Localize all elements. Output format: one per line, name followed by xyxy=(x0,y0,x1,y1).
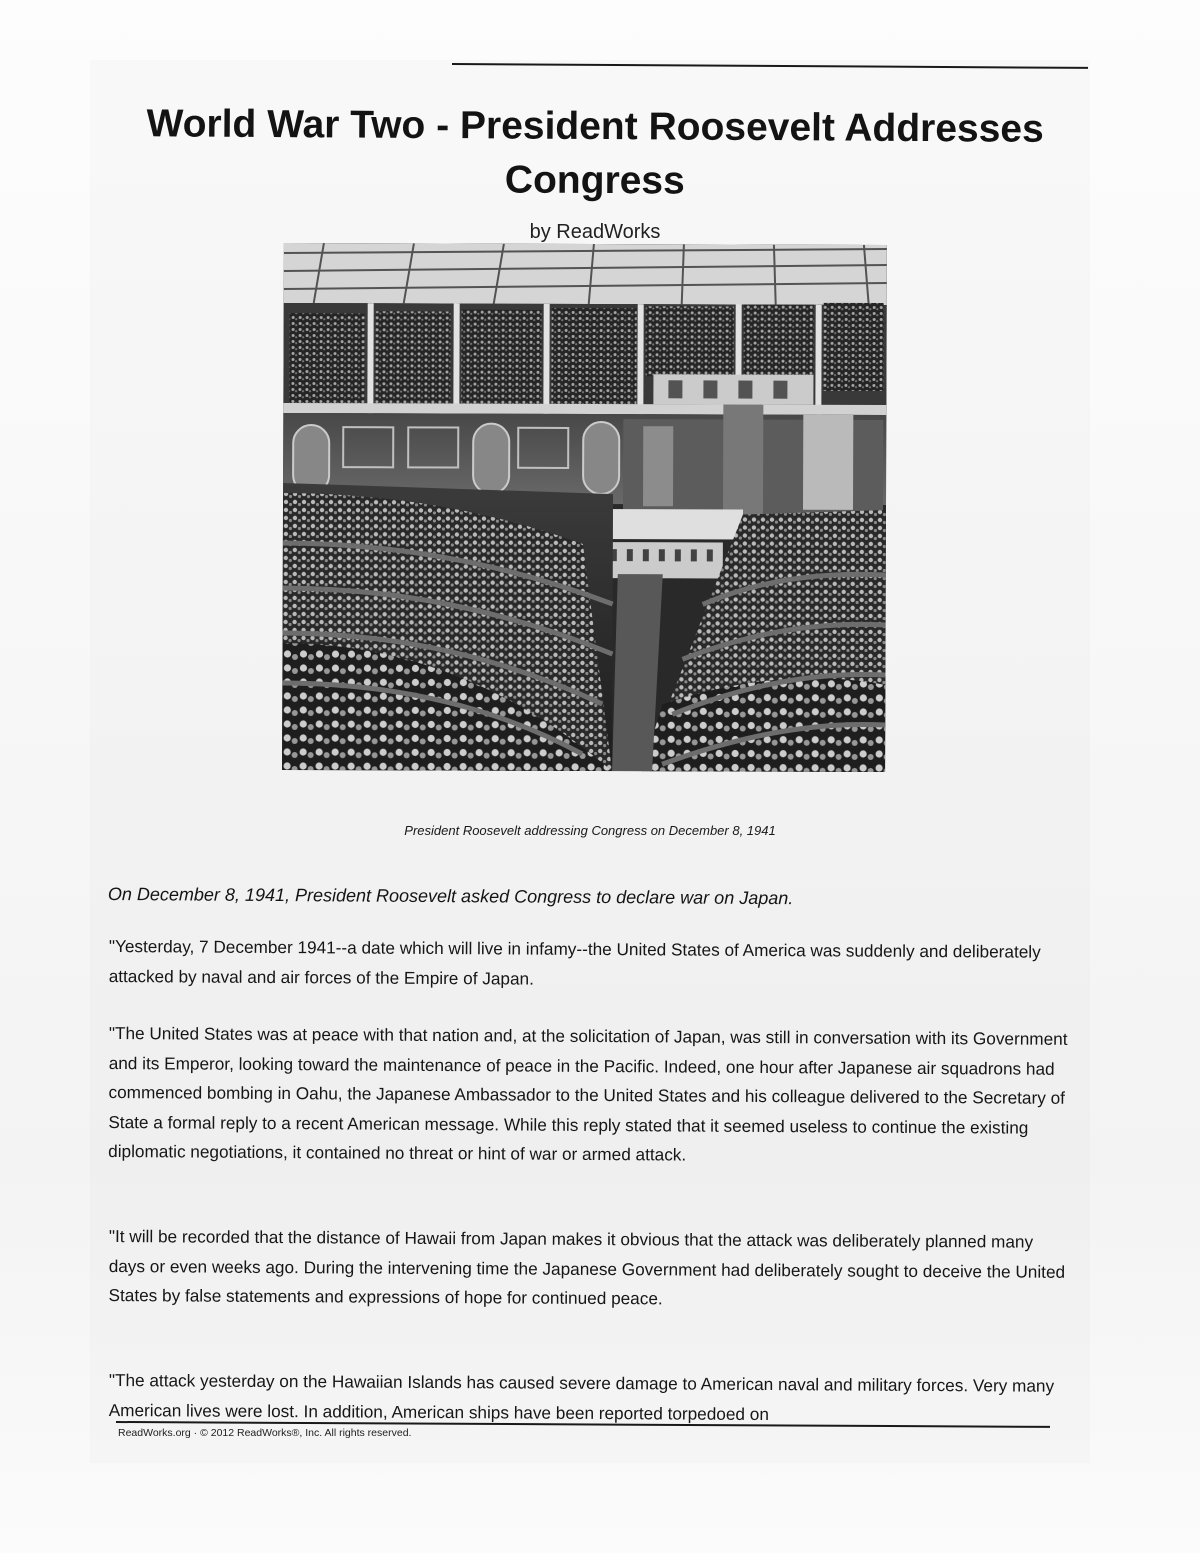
body-paragraph-2: "The United States was at peace with that nation and, at the solicitation of Japan, was still in conversation with its Government and its Emperor, looking toward the maintenance of peace in the Pacific. Indeed, one hour after Japanese air squadrons had commenced bombing in Oahu, the Japanese Ambassador to the United States and his colleague delivered to the Secretary of State a formal reply to a recent American message. While this reply stated that it seemed useless to continue the existing diplomatic negotiations, it contained no threat or hint of war or armed attack. xyxy=(108,1022,1068,1165)
photo-caption: President Roosevelt addressing Congress on December 8, 1941 xyxy=(404,823,776,838)
article-title: World War Two - President Roosevelt Addresses Congress xyxy=(146,102,1044,203)
congress-photo-image xyxy=(282,243,887,772)
intro-paragraph: On December 8, 1941, President Roosevelt asked Congress to declare war on Japan. xyxy=(107,883,794,909)
body-paragraph-4: "The attack yesterday on the Hawaiian Islands has caused severe damage to American naval and military forces. Very many American lives were lost. In addition, American ships have been reported torpedoed on xyxy=(108,1369,1055,1424)
congress-photo xyxy=(282,243,887,772)
header-rule xyxy=(452,63,1088,69)
copyright-footer: ReadWorks.org · © 2012 ReadWorks®, Inc. All rights reserved. xyxy=(118,1427,412,1439)
body-paragraph-3: "It will be recorded that the distance of Hawaii from Japan makes it obvious that the attack was deliberately planned many days or even weeks ago. During the intervening time the Japanese Government had deliberately sought to deceive the United States by false statements and expressions of hope for continued peace. xyxy=(108,1225,1066,1309)
article-byline: by ReadWorks xyxy=(529,221,661,243)
body-paragraph-1: "Yesterday, 7 December 1941--a date which will live in infamy--the United States of America was suddenly and deliberately attacked by naval and air forces of the Empire of Japan. xyxy=(108,935,1041,989)
